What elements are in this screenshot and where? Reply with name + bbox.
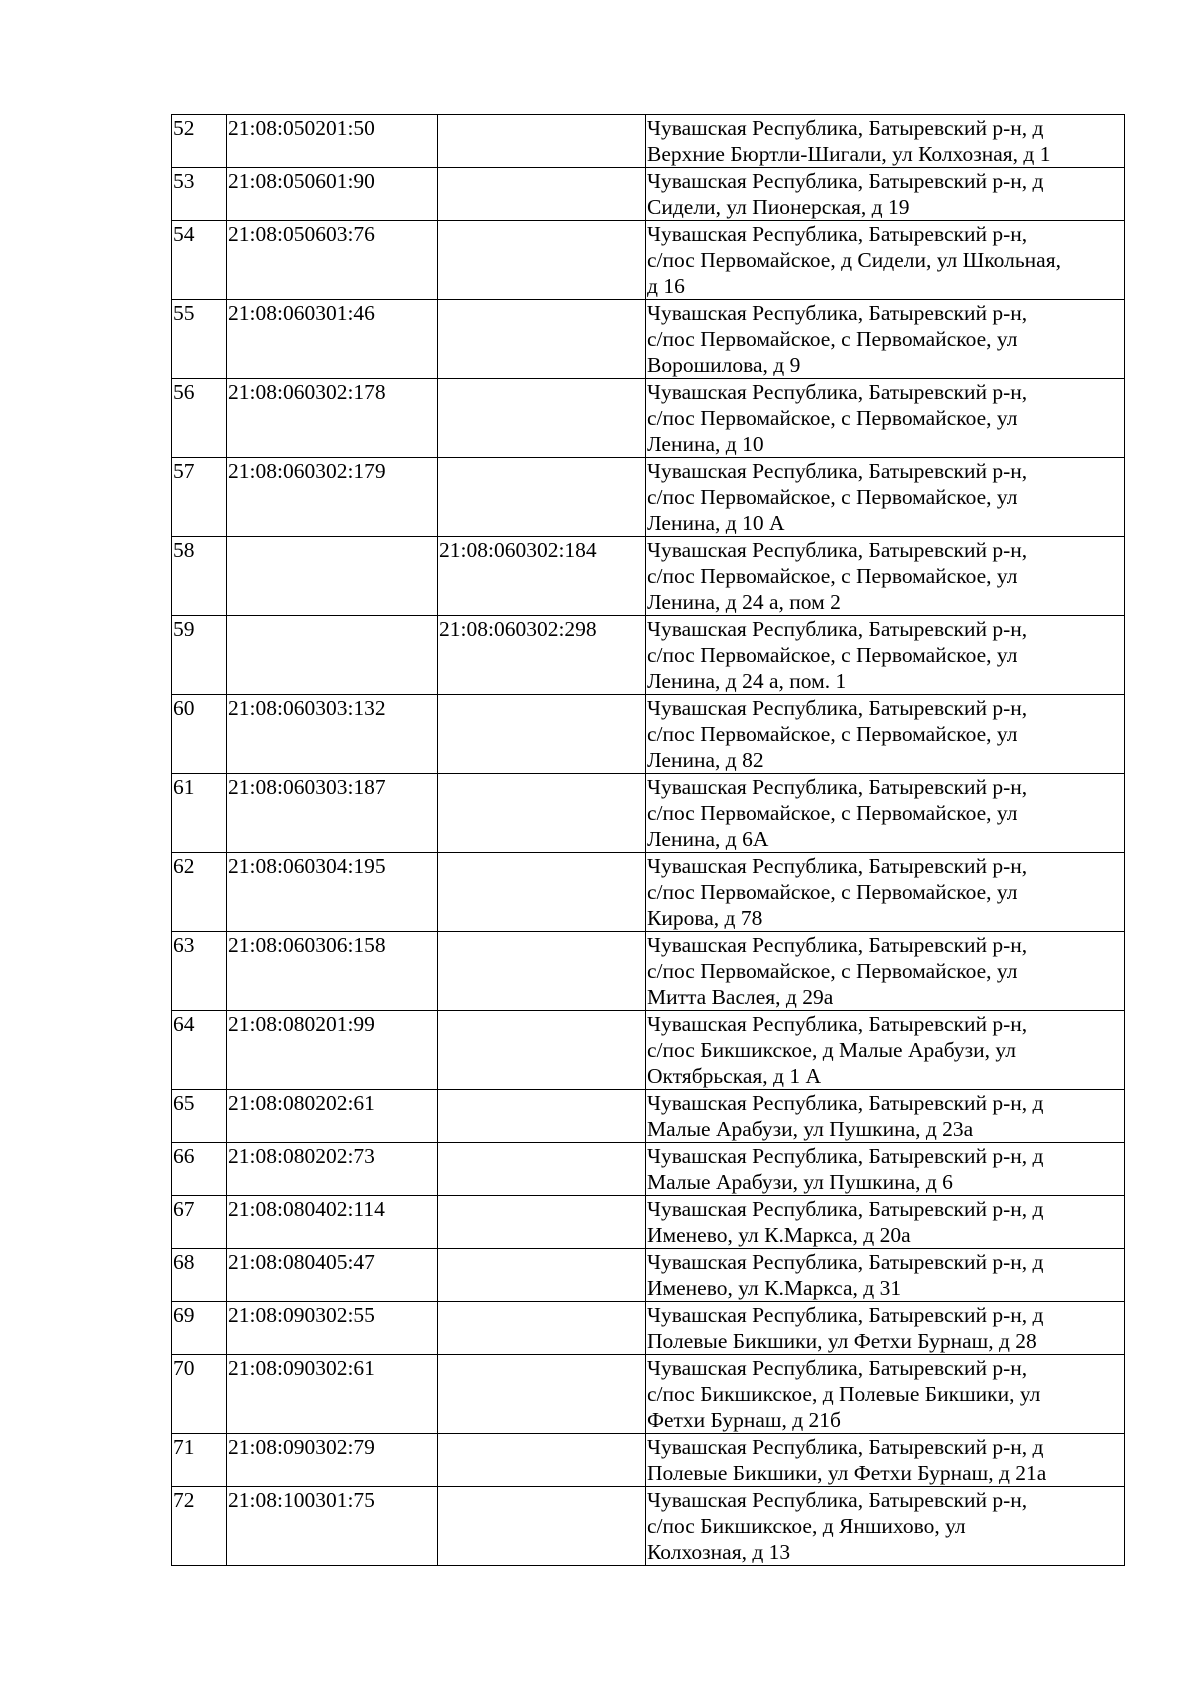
address-cell: Чувашская Республика, Батыревский р-н, с/пос Первомайское, с Первомайское, ул Ленина, д 6А — [646, 774, 1125, 853]
row-number-cell: 56 — [172, 379, 227, 458]
premises-cadastral-number-cell — [438, 1302, 646, 1355]
table-row — [172, 1143, 1125, 1196]
table-row — [172, 1090, 1125, 1143]
row-number-cell: 61 — [172, 774, 227, 853]
table-row — [172, 1196, 1125, 1249]
cadastral-number-cell: 21:08:050201:50 — [227, 115, 438, 168]
address-cell: Чувашская Республика, Батыревский р-н, с/пос Первомайское, с Первомайское, ул Кирова, д 78 — [646, 853, 1125, 932]
cadastral-number-cell: 21:08:060301:46 — [227, 300, 438, 379]
premises-cadastral-number-cell: 21:08:060302:184 — [438, 537, 646, 616]
table-row — [172, 1249, 1125, 1302]
row-number-cell: 54 — [172, 221, 227, 300]
address-cell: Чувашская Республика, Батыревский р-н, с/пос Первомайское, с Первомайское, ул Ленина, д 82 — [646, 695, 1125, 774]
table-row — [172, 1355, 1125, 1434]
cadastral-number-cell: 21:08:060304:195 — [227, 853, 438, 932]
row-number-cell: 70 — [172, 1355, 227, 1434]
table-row — [172, 616, 1125, 695]
address-cell: Чувашская Республика, Батыревский р-н, д Верхние Бюртли-Шигали, ул Колхозная, д 1 — [646, 115, 1125, 168]
row-number-cell: 62 — [172, 853, 227, 932]
row-number-cell: 55 — [172, 300, 227, 379]
premises-cadastral-number-cell — [438, 1011, 646, 1090]
row-number-cell: 67 — [172, 1196, 227, 1249]
cadastral-number-cell: 21:08:060302:178 — [227, 379, 438, 458]
table-row — [172, 379, 1125, 458]
address-cell: Чувашская Республика, Батыревский р-н, с/пос Первомайское, с Первомайское, ул Ленина, д 10 А — [646, 458, 1125, 537]
premises-cadastral-number-cell — [438, 300, 646, 379]
cadastral-number-cell — [227, 616, 438, 695]
table-body — [172, 115, 1125, 1566]
cadastral-number-cell: 21:08:100301:75 — [227, 1487, 438, 1566]
cadastral-number-cell: 21:08:050603:76 — [227, 221, 438, 300]
row-number-cell: 57 — [172, 458, 227, 537]
address-cell: Чувашская Республика, Батыревский р-н, с/пос Первомайское, д Сидели, ул Школьная, д 16 — [646, 221, 1125, 300]
premises-cadastral-number-cell — [438, 853, 646, 932]
cadastral-number-cell: 21:08:050601:90 — [227, 168, 438, 221]
premises-cadastral-number-cell — [438, 1249, 646, 1302]
address-cell: Чувашская Республика, Батыревский р-н, с/пос Бикшикское, д Полевые Бикшики, ул Фетхи Бурнаш, д 21б — [646, 1355, 1125, 1434]
address-cell: Чувашская Республика, Батыревский р-н, с/пос Бикшикское, д Малые Арабузи, ул Октябрьская, д 1 А — [646, 1011, 1125, 1090]
table-row — [172, 168, 1125, 221]
table-row — [172, 221, 1125, 300]
table-row — [172, 458, 1125, 537]
address-cell: Чувашская Республика, Батыревский р-н, д Именево, ул К.Маркса, д 20а — [646, 1196, 1125, 1249]
address-cell: Чувашская Республика, Батыревский р-н, д Полевые Бикшики, ул Фетхи Бурнаш, д 21а — [646, 1434, 1125, 1487]
table-row — [172, 695, 1125, 774]
row-number-cell: 53 — [172, 168, 227, 221]
property-table — [171, 114, 1125, 1566]
cadastral-number-cell: 21:08:090302:79 — [227, 1434, 438, 1487]
address-cell: Чувашская Республика, Батыревский р-н, д Сидели, ул Пионерская, д 19 — [646, 168, 1125, 221]
cadastral-number-cell: 21:08:080405:47 — [227, 1249, 438, 1302]
address-cell: Чувашская Республика, Батыревский р-н, с/пос Первомайское, с Первомайское, ул Ворошилова, д 9 — [646, 300, 1125, 379]
premises-cadastral-number-cell — [438, 221, 646, 300]
premises-cadastral-number-cell — [438, 695, 646, 774]
cadastral-number-cell: 21:08:060303:187 — [227, 774, 438, 853]
premises-cadastral-number-cell — [438, 1090, 646, 1143]
cadastral-number-cell: 21:08:080202:73 — [227, 1143, 438, 1196]
row-number-cell: 71 — [172, 1434, 227, 1487]
row-number-cell: 66 — [172, 1143, 227, 1196]
table-row — [172, 1011, 1125, 1090]
premises-cadastral-number-cell — [438, 168, 646, 221]
cadastral-number-cell: 21:08:060302:179 — [227, 458, 438, 537]
row-number-cell: 60 — [172, 695, 227, 774]
table-row — [172, 1434, 1125, 1487]
table-row — [172, 1302, 1125, 1355]
row-number-cell: 69 — [172, 1302, 227, 1355]
table-row — [172, 115, 1125, 168]
premises-cadastral-number-cell — [438, 1487, 646, 1566]
premises-cadastral-number-cell — [438, 115, 646, 168]
address-cell: Чувашская Республика, Батыревский р-н, с/пос Первомайское, с Первомайское, ул Ленина, д 24 а, пом 2 — [646, 537, 1125, 616]
premises-cadastral-number-cell — [438, 1196, 646, 1249]
address-cell: Чувашская Республика, Батыревский р-н, с/пос Бикшикское, д Яншихово, ул Колхозная, д 13 — [646, 1487, 1125, 1566]
address-cell: Чувашская Республика, Батыревский р-н, д Именево, ул К.Маркса, д 31 — [646, 1249, 1125, 1302]
premises-cadastral-number-cell — [438, 1355, 646, 1434]
premises-cadastral-number-cell — [438, 379, 646, 458]
row-number-cell: 68 — [172, 1249, 227, 1302]
premises-cadastral-number-cell — [438, 774, 646, 853]
address-cell: Чувашская Республика, Батыревский р-н, с/пос Первомайское, с Первомайское, ул Ленина, д 24 а, пом. 1 — [646, 616, 1125, 695]
cadastral-number-cell: 21:08:060306:158 — [227, 932, 438, 1011]
cadastral-number-cell — [227, 537, 438, 616]
row-number-cell: 58 — [172, 537, 227, 616]
cadastral-number-cell: 21:08:080201:99 — [227, 1011, 438, 1090]
cadastral-number-cell: 21:08:080202:61 — [227, 1090, 438, 1143]
table-row — [172, 774, 1125, 853]
address-cell: Чувашская Республика, Батыревский р-н, с/пос Первомайское, с Первомайское, ул Ленина, д 10 — [646, 379, 1125, 458]
address-cell: Чувашская Республика, Батыревский р-н, д Малые Арабузи, ул Пушкина, д 6 — [646, 1143, 1125, 1196]
table-row — [172, 537, 1125, 616]
table-row — [172, 853, 1125, 932]
table-row — [172, 1487, 1125, 1566]
table-row — [172, 300, 1125, 379]
premises-cadastral-number-cell — [438, 932, 646, 1011]
premises-cadastral-number-cell — [438, 1143, 646, 1196]
premises-cadastral-number-cell — [438, 1434, 646, 1487]
address-cell: Чувашская Республика, Батыревский р-н, с/пос Первомайское, с Первомайское, ул Митта Васлея, д 29а — [646, 932, 1125, 1011]
row-number-cell: 72 — [172, 1487, 227, 1566]
address-cell: Чувашская Республика, Батыревский р-н, д Малые Арабузи, ул Пушкина, д 23а — [646, 1090, 1125, 1143]
row-number-cell: 64 — [172, 1011, 227, 1090]
premises-cadastral-number-cell — [438, 458, 646, 537]
cadastral-number-cell: 21:08:090302:61 — [227, 1355, 438, 1434]
row-number-cell: 59 — [172, 616, 227, 695]
cadastral-number-cell: 21:08:090302:55 — [227, 1302, 438, 1355]
cadastral-number-cell: 21:08:080402:114 — [227, 1196, 438, 1249]
row-number-cell: 65 — [172, 1090, 227, 1143]
address-cell: Чувашская Республика, Батыревский р-н, д Полевые Бикшики, ул Фетхи Бурнаш, д 28 — [646, 1302, 1125, 1355]
premises-cadastral-number-cell: 21:08:060302:298 — [438, 616, 646, 695]
table-row — [172, 932, 1125, 1011]
cadastral-number-cell: 21:08:060303:132 — [227, 695, 438, 774]
row-number-cell: 52 — [172, 115, 227, 168]
row-number-cell: 63 — [172, 932, 227, 1011]
